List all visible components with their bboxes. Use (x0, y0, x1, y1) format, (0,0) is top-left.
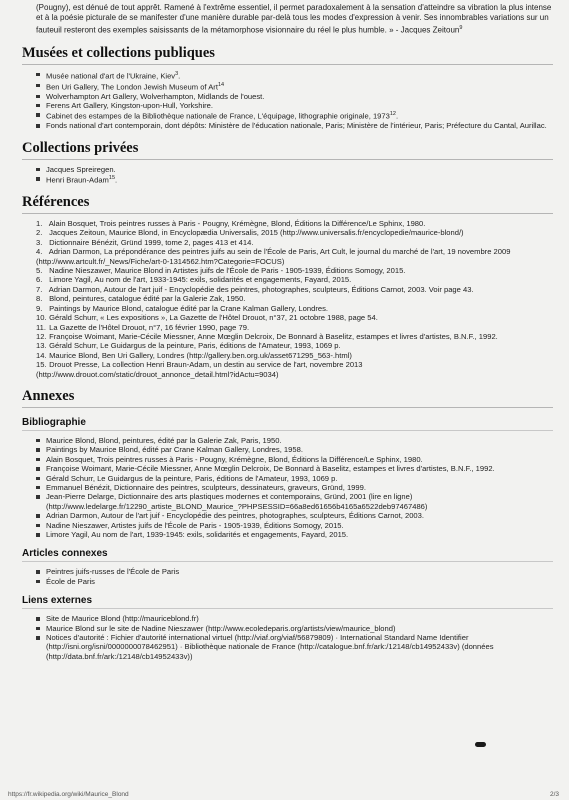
print-footer (8, 791, 559, 798)
section-heading-musees: Musées et collections publiques (22, 45, 553, 65)
subsection-heading-liens: Liens externes (22, 595, 553, 609)
section-heading-collections: Collections privées (22, 140, 553, 160)
articles-list (22, 567, 553, 586)
list-item-text: Henri Braun-Adam (46, 175, 109, 185)
list-item-end: . (395, 111, 399, 121)
list-item[interactable]: Site de Maurice Blond (http://mauriceblond.fr) (36, 614, 553, 623)
liens-list (22, 614, 553, 661)
list-item-text: Fonds national d'art contemporain, dont dépôts: Ministère de l'éducation nationale, Paris; Ministère de l'intérieur, Paris; Préfecture du Cantal, Aurillac. (46, 121, 547, 131)
list-item (36, 174, 553, 185)
reference-item (36, 219, 553, 228)
reference-text: Maurice Blond, Ben Uri Gallery, Londres (http://gallery.ben.org.uk/asset671295_563-.html) (47, 350, 352, 360)
list-item: Emmanuel Bénézit, Dictionnaire des peintres, sculpteurs, dessinateurs, graveurs, Gründ, 1999. (36, 483, 553, 492)
reference-text: Blond, peintures, catalogue édité par la Galerie Zak, 1950. (47, 294, 246, 304)
reference-number: 6. (36, 275, 43, 285)
subsection-heading-bibliographie: Bibliographie (22, 417, 553, 431)
footnote-ref[interactable]: 9 (459, 25, 463, 31)
list-item (36, 81, 553, 92)
reference-text: Gérald Schurr, « Les expositions », La Gazette de l'Hôtel Drouot, n°37, 21 octobre 1988, page 54. (47, 313, 378, 323)
footer-page-number: 2/3 (549, 791, 559, 798)
reference-number: 12. (36, 331, 47, 341)
list-item-text: Wolverhampton Art Gallery, Wolverhampton, Midlands de l'ouest. (46, 91, 265, 101)
references-list (22, 219, 553, 379)
reference-text: Gérald Schurr, Le Guidargus de la peinture, Paris, éditions de l'Amateur, 1993, 1069 p. (47, 341, 341, 351)
list-item-text: Cabinet des estampes de la Bibliothèque nationale de France, L'équipage, lithographie originale, 1973 (46, 111, 390, 121)
reference-item (36, 294, 553, 303)
reference-item (36, 238, 553, 247)
list-item[interactable]: École de Paris (36, 577, 553, 586)
reference-text: Limore Yagil, Au nom de l'art, 1933-1945: exils, solidarités et engagements, Fayard, 2015. (47, 275, 352, 285)
reference-item (36, 323, 553, 332)
list-item[interactable]: Maurice Blond sur le site de Nadine Nieszawer (http://www.ecoledeparis.org/artists/view/maurice_blond) (36, 624, 553, 633)
reference-number: 5. (36, 266, 43, 276)
reference-item (36, 275, 553, 284)
reference-text: Dictionnaire Bénézit, Gründ 1999, tome 2, pages 413 et 414. (47, 237, 254, 247)
reference-number: 13. (36, 341, 47, 351)
list-item (36, 110, 553, 121)
list-item[interactable]: Notices d'autorité : Fichier d'autorité international virtuel (http://viaf.org/viaf/56879809) · International Standard Name Identifier (http://isni.org/isni/0000000078462951) · Bibliothèque nationale de France (http://catalogue.bnf.fr/ark:/12148/cb14952433v) (données (http://data.bnf.fr/ark:/12148/cb14952433v)) (36, 633, 553, 661)
list-item: Gérald Schurr, Le Guidargus de la peinture, Paris, éditions de l'Amateur, 1993, 1069 p. (36, 474, 553, 483)
reference-number: 1. (36, 219, 43, 229)
reference-number: 15. (36, 360, 47, 370)
footnote-ref[interactable]: 14 (217, 81, 225, 88)
list-item-text: Ferens Art Gallery, Kingston-upon-Hull, Yorkshire. (46, 100, 213, 110)
reference-text: Paintings by Maurice Blond, catalogue édité par la Crane Kalman Gallery, Londres. (47, 303, 328, 313)
reference-text: Adrian Darmon, La prépondérance des peintres juifs au sein de l'École de Paris, Art Cult, le journal du marché de l'art, 19 novembre 2009 (http://www.artcult.fr/_News/Fiche/art-0-1314562.htm?Categorie=FOCUS) (36, 247, 511, 266)
collections-list (22, 165, 553, 185)
footer-url[interactable]: https://fr.wikipedia.org/wiki/Maurice_Blond (8, 791, 129, 798)
ink-smudge (475, 742, 486, 747)
list-item-end: . (178, 71, 181, 81)
reference-item (36, 313, 553, 322)
reference-item (36, 304, 553, 313)
list-item: Alain Bosquet, Trois peintres russes à Paris - Pougny, Krémègne, Blond, Éditions la Différence/Le Sphinx, 1980. (36, 455, 553, 464)
list-item: Nadine Nieszawer, Artistes juifs de l'École de Paris - 1905-1939, Éditions Somogy, 2015. (36, 521, 553, 530)
reference-item (36, 228, 553, 237)
list-item (36, 121, 553, 130)
reference-number: 7. (36, 284, 43, 294)
list-item-text: Ben Uri Gallery, The London Jewish Museum of Art (46, 82, 218, 92)
reference-number: 9. (36, 303, 43, 313)
section-heading-annexes: Annexes (22, 388, 553, 408)
reference-number: 10. (36, 313, 47, 323)
list-item (36, 92, 553, 101)
subsection-heading-articles: Articles connexes (22, 548, 553, 562)
list-item: Limore Yagil, Au nom de l'art, 1939-1945: exils, solidarités et engagements, Fayard, 2015. (36, 530, 553, 539)
reference-text: La Gazette de l'Hôtel Drouot, n°7, 16 février 1990, page 79. (47, 322, 250, 332)
reference-text: Drouot Presse, La collection Henri Braun-Adam, un destin au service de l'art, novembre 2013 (http://www.drouot.com/static/drouot_annonce_detail.html?idActu=9034) (36, 360, 363, 379)
list-item: Jean-Pierre Delarge, Dictionnaire des arts plastiques modernes et contemporains, Gründ, 2001 (lire en ligne) (http://www.ledelarge.fr/12290_artiste_BLOND_Maurice_?PHPSESSID=66a8ed61656b4165a6522deb97467486) (36, 492, 553, 511)
reference-text: Françoise Woimant, Marie-Cécile Miessner, Anne Mœglin Delcroix, De Bonnard à Baselitz, estampes et livres d'artistes, B.N.F., 1992. (47, 331, 498, 341)
list-item (36, 70, 553, 81)
reference-item (36, 285, 553, 294)
list-item (36, 165, 553, 174)
intro-paragraph: (Pougny), est dénué de tout apprêt. Ramené à l'extrême essentiel, il permet paradoxalement à la sensation d'atteindre sa vibration la plus intense et à la poésie picturale de se manifester d'une manière durable par-delà tous les modes d'expression à venir. Ses innombrables variations sur un fauteuil resteront des exemples saisissants de la métamorphose visionnaire du réel le plus humble. » - Jacques Zeitoun$^9$ (36, 3, 552, 35)
reference-text: Nadine Nieszawer, Maurice Blond in Artistes juifs de l'École de Paris - 1905-1939, Éditions Somogy, 2015. (47, 266, 406, 276)
reference-number: 3. (36, 237, 43, 247)
reference-item (36, 351, 553, 360)
reference-text: Adrian Darmon, Autour de l'art juif - Encyclopédie des peintres, photographes, sculpteurs, Éditions Carnot, 2003. Voir page 43. (47, 284, 474, 294)
reference-number: 11. (36, 322, 46, 332)
footnote-ref[interactable]: 3 (175, 70, 179, 77)
list-item: Maurice Blond, Blond, peintures, édité par la Galerie Zak, Paris, 1950. (36, 436, 553, 445)
footnote-ref[interactable]: 15 (108, 175, 116, 182)
list-item: Adrian Darmon, Autour de l'art juif - Encyclopédie des peintres, photographes, sculpteurs, Éditions Carnot, 2003. (36, 511, 553, 520)
list-item-text: Jacques Spreiregen. (46, 164, 116, 174)
list-item: Paintings by Maurice Blond, édité par Crane Kalman Gallery, Londres, 1958. (36, 445, 553, 454)
musees-list (22, 70, 553, 131)
reference-item (36, 332, 553, 341)
list-item-text: Musée national d'art de l'Ukraine, Kiev (46, 71, 176, 81)
list-item (36, 101, 553, 110)
section-heading-references: Références (22, 194, 553, 214)
reference-item (36, 360, 553, 379)
footnote-ref[interactable]: 12 (389, 111, 396, 118)
reference-number: 14. (36, 350, 47, 360)
reference-text: Jacques Zeitoun, Maurice Blond, in Encyclopædia Universalis, 2015 (http://www.universalis.fr/encyclopedie/maurice-blond/) (47, 228, 464, 238)
list-item: Françoise Woimant, Marie-Cécile Miessner, Anne Mœglin Delcroix, De Bonnard à Baselitz, estampes et livres d'artistes, B.N.F., 1992. (36, 464, 553, 473)
reference-item (36, 341, 553, 350)
reference-number: 4. (36, 247, 43, 257)
reference-number: 8. (36, 294, 43, 304)
list-item[interactable]: Peintres juifs-russes de l'École de Paris (36, 567, 553, 576)
list-item-end: . (115, 175, 118, 185)
reference-text: Alain Bosquet, Trois peintres russes à Paris - Pougny, Krémègne, Blond, Éditions la Différence/Le Sphinx, 1980. (47, 219, 426, 229)
reference-item (36, 247, 553, 266)
reference-number: 2. (36, 228, 43, 238)
reference-item (36, 266, 553, 275)
bibliographie-list (22, 436, 553, 539)
